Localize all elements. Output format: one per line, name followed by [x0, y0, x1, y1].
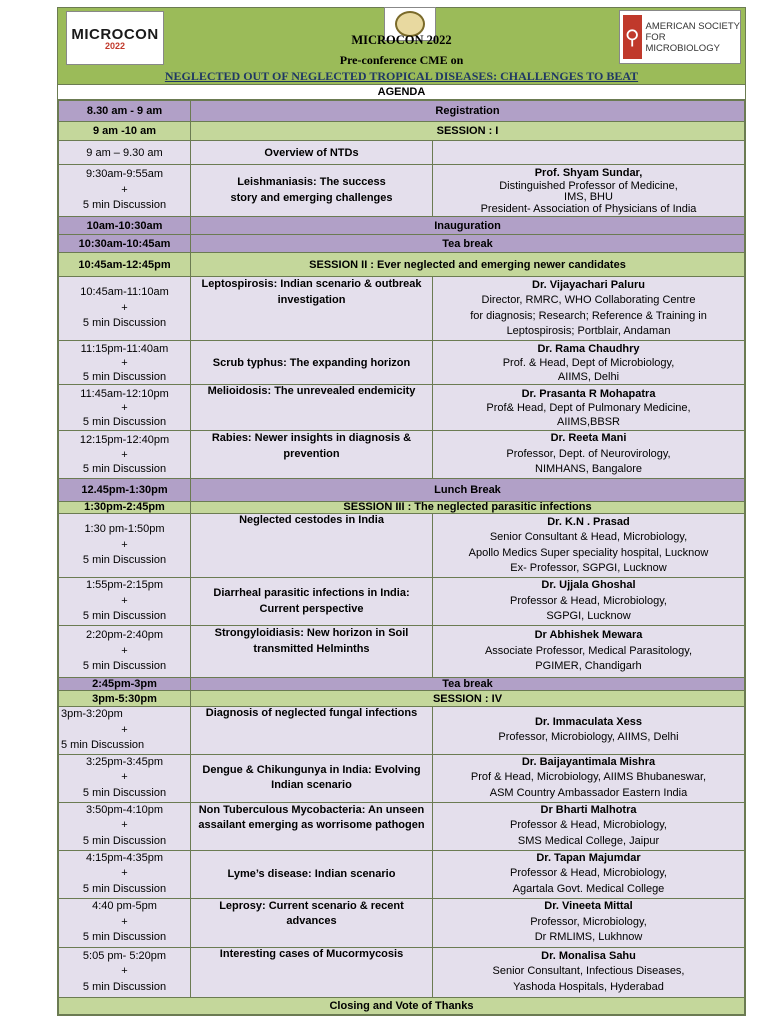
time-cell: [59, 165, 191, 217]
topic-cell: [191, 626, 433, 678]
time-range: 9:30am-9:55am: [85, 168, 164, 181]
plus-sign: +: [121, 594, 128, 607]
talk-row: [59, 277, 745, 341]
time-cell: 12.45pm-1:30pm: [59, 479, 191, 502]
time-range: 5:05 pm- 5:20pm: [82, 949, 167, 962]
speaker-name: Dr. Vijayachari Paluru: [532, 278, 645, 291]
inauguration-row: [59, 217, 745, 235]
time-cell: 9 am -10 am: [59, 122, 191, 141]
registration-row: [59, 101, 745, 122]
speaker-detail: AIIMS,BBSR: [557, 415, 620, 428]
talk-row: [59, 385, 745, 431]
speaker-cell: [433, 754, 745, 802]
speaker-detail: Distinguished Professor of Medicine,: [499, 180, 678, 193]
discussion-time: 5 min Discussion: [82, 980, 167, 993]
time-cell: [59, 802, 191, 850]
time-range: 3pm-3:20pm: [61, 708, 123, 720]
time-cell: [59, 626, 191, 678]
talk-row: [59, 707, 745, 755]
topic-cell: [191, 431, 433, 479]
plus-sign: +: [121, 915, 128, 928]
agenda-document: [57, 7, 746, 1016]
plus-sign: +: [121, 965, 128, 978]
speaker-name: Dr Abhishek Mewara: [534, 629, 643, 642]
time-cell: [59, 754, 191, 802]
time-cell: 8.30 am - 9 am: [59, 101, 191, 122]
closing-label: Closing and Vote of Thanks: [59, 997, 745, 1014]
speaker-name: Dr. Baijayantimala Mishra: [521, 755, 656, 768]
time-cell: [59, 431, 191, 479]
speaker-name: Dr. Vineeta Mittal: [544, 900, 633, 913]
speaker-detail: SGPGI, Lucknow: [546, 610, 631, 623]
tea-break-label: Tea break: [191, 235, 745, 253]
lunch-break-label: Lunch Break: [191, 479, 745, 502]
speaker-detail: Prof. & Head, Dept of Microbiology,: [502, 356, 675, 369]
session-title: SESSION III : The neglected parasitic infections: [191, 502, 745, 514]
topic-cell: Lyme’s disease: Indian scenario: [191, 850, 433, 898]
time-cell: [59, 947, 191, 997]
topic-line: story and emerging challenges: [230, 191, 393, 204]
topic-cell: [191, 898, 433, 947]
talk-row: [59, 514, 745, 578]
speaker-cell: [433, 626, 745, 678]
speaker-cell: [433, 850, 745, 898]
talk-row: [59, 431, 745, 479]
speaker-name: Dr. Monalisa Sahu: [541, 949, 636, 962]
speaker-name: Dr. Rama Chaudhry: [537, 342, 640, 355]
speaker-name: Dr Bharti Malhotra: [540, 803, 637, 816]
schedule-table: [58, 100, 745, 1015]
page-title: MICROCON 2022: [351, 33, 452, 47]
plus-sign: +: [121, 401, 128, 414]
time-cell: [59, 578, 191, 626]
time-range: 12:15pm-12:40pm: [79, 433, 170, 446]
time-cell: 2:45pm-3pm: [59, 678, 191, 691]
speaker-name: Dr. K.N . Prasad: [547, 515, 630, 528]
speaker-detail: Senior Consultant & Head, Microbiology,: [489, 531, 688, 543]
speaker-detail: SMS Medical College, Jaipur: [517, 834, 660, 847]
speaker-cell: [433, 578, 745, 626]
speaker-detail: Professor, Microbiology, AIIMS, Delhi: [498, 731, 679, 744]
time-cell: [59, 898, 191, 947]
topic-line: Leishmaniasis: The success: [237, 176, 386, 188]
topic-line: Rabies: Newer insights in diagnosis &: [211, 432, 412, 444]
topic-cell: Melioidosis: The unrevealed endemicity: [191, 385, 433, 431]
time-cell: 10:45am-12:45pm: [59, 253, 191, 277]
speaker-detail: Leptospirosis; Portblair, Andaman: [506, 325, 671, 337]
topic-cell: Neglected cestodes in India: [191, 514, 433, 578]
topic-line: Dengue & Chikungunya in India: Evolving: [202, 763, 421, 776]
speaker-cell: [433, 898, 745, 947]
speaker-detail: Director, RMRC, WHO Collaborating Centre: [481, 294, 696, 306]
session-row: [59, 253, 745, 277]
topic-line: investigation: [277, 293, 346, 306]
page-subtitle: Pre-conference CME on: [339, 53, 464, 67]
time-cell: 3pm-5:30pm: [59, 691, 191, 707]
tea-break-row: [59, 678, 745, 691]
plus-sign: +: [121, 356, 128, 369]
talk-row: [59, 850, 745, 898]
speaker-detail: Professor & Head, Microbiology,: [510, 867, 667, 880]
speaker-name: Dr. Immaculata Xess: [534, 715, 642, 728]
speaker-cell: [433, 385, 745, 431]
talk-row: [59, 165, 745, 217]
speaker-detail: Yashoda Hospitals, Hyderabad: [513, 980, 664, 993]
topic-line: Indian scenario: [271, 779, 352, 791]
time-range: 4:40 pm-5pm: [92, 900, 157, 913]
time-cell: [59, 850, 191, 898]
lunch-break-row: [59, 479, 745, 502]
plus-sign: +: [121, 723, 128, 736]
speaker-detail: Senior Consultant, Infectious Diseases,: [492, 965, 685, 978]
plus-sign: +: [121, 183, 128, 196]
plus-sign: +: [121, 449, 128, 462]
discussion-time: 5 min Discussion: [82, 931, 167, 944]
topic-line: Diarrheal parasitic infections in India:: [213, 587, 410, 599]
talk-row: [59, 141, 745, 165]
asm-logo-text: AMERICAN SOCIETY FOR MICROBIOLOGY: [645, 20, 740, 54]
time-range: 2:20pm-2:40pm: [85, 629, 164, 642]
speaker-detail: President- Association of Physicians of India: [480, 203, 697, 216]
topic-line: Strongyloidiasis: New horizon in Soil: [214, 627, 409, 639]
discussion-time: 5 min Discussion: [82, 370, 167, 383]
discussion-time: 5 min Discussion: [82, 554, 167, 567]
speaker-detail: Dr RMLIMS, Lukhnow: [534, 931, 643, 944]
speaker-detail: Associate Professor, Medical Parasitology,: [484, 644, 693, 657]
topic-line: Non Tuberculous Mycobacteria: An unseen: [198, 803, 425, 816]
plus-sign: +: [121, 771, 128, 784]
topic-line: prevention: [283, 447, 340, 460]
time-range: 10:45am-11:10am: [80, 286, 169, 299]
plus-sign: +: [121, 819, 128, 832]
session-row: [59, 122, 745, 141]
speaker-detail: Agartala Govt. Medical College: [512, 882, 665, 895]
discussion-time: 5 min Discussion: [82, 786, 167, 799]
topic-cell: [191, 277, 433, 341]
tea-break-row: [59, 235, 745, 253]
tea-break-label: Tea break: [191, 678, 745, 691]
registration-label: Registration: [191, 101, 745, 122]
speaker-detail: Professor, Microbiology,: [530, 915, 647, 928]
topic-line: Leptospirosis: Indian scenario & outbreak: [201, 278, 422, 290]
speaker-name: Prof. Shyam Sundar,: [534, 166, 643, 179]
topic-cell: [191, 578, 433, 626]
discussion-time: 5 min Discussion: [82, 610, 167, 623]
speaker-cell: [433, 802, 745, 850]
session-title: SESSION : I: [191, 122, 745, 141]
speaker-detail: Prof& Head, Dept of Pulmonary Medicine,: [486, 401, 691, 414]
talk-row: [59, 802, 745, 850]
talk-row: [59, 626, 745, 678]
speaker-name: Dr. Tapan Majumdar: [536, 851, 641, 864]
topic-cell: Scrub typhus: The expanding horizon: [191, 341, 433, 385]
time-cell: [59, 341, 191, 385]
speaker-name: Dr. Prasanta R Mohapatra: [521, 387, 656, 400]
time-range: 3:50pm-4:10pm: [85, 803, 164, 816]
speaker-detail: NIMHANS, Bangalore: [535, 463, 642, 476]
session-title: SESSION : IV: [191, 691, 745, 707]
time-cell: 1:30pm-2:45pm: [59, 502, 191, 514]
topic-line: advances: [286, 915, 337, 927]
time-cell: 10:30am-10:45am: [59, 235, 191, 253]
time-range: 11:15pm-11:40am: [80, 342, 169, 355]
topic-line: assailant emerging as worrisome pathogen: [198, 819, 425, 831]
discussion-time: 5 min Discussion: [82, 415, 167, 428]
topic-cell: Overview of NTDs: [191, 141, 433, 165]
session-title: SESSION II : Ever neglected and emerging newer candidates: [191, 253, 745, 277]
speaker-cell: [433, 341, 745, 385]
time-range: 1:30 pm-1:50pm: [84, 523, 165, 536]
session-row: [59, 502, 745, 514]
session-row: [59, 691, 745, 707]
time-cell: [59, 514, 191, 578]
topic-line: Current perspective: [259, 602, 364, 615]
time-cell: [59, 707, 191, 755]
closing-row: [59, 997, 745, 1014]
discussion-time: 5 min Discussion: [82, 199, 167, 212]
discussion-time: 5 min Discussion: [82, 660, 167, 673]
plus-sign: +: [121, 644, 128, 657]
inauguration-label: Inauguration: [191, 217, 745, 235]
time-cell: [59, 277, 191, 341]
time-cell: 9 am – 9.30 am: [59, 141, 191, 165]
speaker-name: Dr. Ujjala Ghoshal: [541, 579, 636, 592]
plus-sign: +: [121, 538, 128, 551]
agenda-heading: AGENDA: [58, 85, 745, 100]
speaker-detail: IMS, BHU: [564, 191, 613, 204]
speaker-detail: AIIMS, Delhi: [557, 370, 620, 383]
speaker-detail: Prof & Head, Microbiology, AIIMS Bhubaneswar,: [470, 771, 707, 784]
microcon-logo-text: MICROCON: [71, 25, 159, 43]
topic-cell: [191, 802, 433, 850]
cme-theme: NEGLECTED OUT OF NEGLECTED TROPICAL DISEASES: CHALLENGES TO BEAT: [164, 69, 639, 83]
speaker-detail: Apollo Medics Super speciality hospital, Lucknow: [468, 546, 709, 559]
speaker-detail: ASM Country Ambassador Eastern India: [489, 786, 688, 799]
microscope-icon: ⚲: [623, 15, 642, 59]
discussion-time: 5 min Discussion: [82, 834, 167, 847]
topic-line: transmitted Helminths: [253, 642, 370, 655]
talk-row: [59, 947, 745, 997]
topic-line: Leprosy: Current scenario & recent: [219, 899, 404, 912]
speaker-cell: [433, 514, 745, 578]
speaker-detail: Ex- Professor, SGPGI, Lucknow: [510, 562, 667, 574]
speaker-cell: [433, 947, 745, 997]
time-range: 3:25pm-3:45pm: [85, 755, 164, 768]
plus-sign: +: [121, 867, 128, 880]
time-range: 4:15pm-4:35pm: [85, 851, 164, 864]
speaker-detail: Professor & Head, Microbiology,: [510, 819, 667, 832]
time-cell: [59, 385, 191, 431]
topic-cell: Interesting cases of Mucormycosis: [191, 947, 433, 997]
speaker-cell: [433, 141, 745, 165]
speaker-cell: [433, 277, 745, 341]
speaker-cell: [433, 431, 745, 479]
talk-row: [59, 754, 745, 802]
talk-row: [59, 898, 745, 947]
speaker-cell: [433, 707, 745, 755]
speaker-name: Dr. Reeta Mani: [550, 432, 627, 445]
time-range: 1:55pm-2:15pm: [85, 579, 164, 592]
talk-row: [59, 341, 745, 385]
speaker-detail: PGIMER, Chandigarh: [535, 660, 642, 673]
speaker-detail: Professor & Head, Microbiology,: [510, 594, 667, 607]
topic-cell: [191, 754, 433, 802]
discussion-time: 5 min Discussion: [61, 739, 145, 751]
time-cell: 10am-10:30am: [59, 217, 191, 235]
talk-row: [59, 578, 745, 626]
discussion-time: 5 min Discussion: [82, 317, 167, 330]
header-banner: [58, 8, 745, 85]
speaker-detail: Professor, Dept. of Neurovirology,: [506, 447, 671, 460]
microcon-logo-year: 2022: [104, 40, 126, 51]
topic-cell: Diagnosis of neglected fungal infections: [191, 707, 433, 755]
speaker-cell: [433, 165, 745, 217]
speaker-detail: for diagnosis; Research; Reference & Training in: [470, 309, 707, 322]
discussion-time: 5 min Discussion: [82, 463, 167, 476]
topic-cell: [191, 165, 433, 217]
time-range: 11:45am-12:10pm: [80, 387, 169, 400]
plus-sign: +: [121, 301, 128, 314]
discussion-time: 5 min Discussion: [82, 882, 167, 895]
